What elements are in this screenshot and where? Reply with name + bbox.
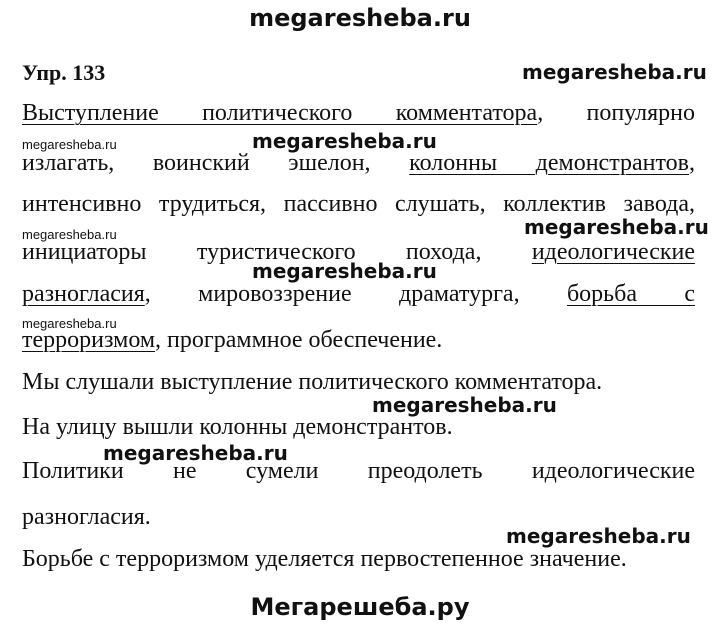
watermark: megaresheba.ru xyxy=(252,259,437,283)
phrase-line-4: инициаторы туристического похода, идеологические xyxy=(22,239,695,265)
watermark: megaresheba.ru xyxy=(252,129,437,153)
sentence-2: На улицу вышли колонны демонстрантов. xyxy=(22,414,453,440)
sentence-3-line-2: разногласия. xyxy=(22,504,151,530)
watermark: megaresheba.ru xyxy=(103,441,288,465)
site-footer: Мегарешеба.ру xyxy=(250,593,470,621)
phrase-line-3: интенсивно трудиться, пассивно слушать, коллектив завода, xyxy=(22,191,695,217)
phrase-line-1: Выступление политического комментатора, популярно xyxy=(22,100,695,126)
underlined-phrase: разногласия xyxy=(22,281,145,307)
sentence-4: Борьбе с терроризмом уделяется первостепенное значение. xyxy=(22,546,627,572)
watermark: megaresheba.ru xyxy=(522,60,707,84)
exercise-title: Упр. 133 xyxy=(22,60,106,85)
site-header: megaresheba.ru xyxy=(249,4,471,32)
watermark-small: megaresheba.ru xyxy=(22,316,117,331)
watermark-small: megaresheba.ru xyxy=(22,137,117,152)
watermark: megaresheba.ru xyxy=(372,393,557,417)
underlined-phrase: Выступление политического комментатора xyxy=(22,100,538,126)
underlined-phrase: колонны демонстрантов xyxy=(409,150,689,176)
phrase-line-2: излагать, воинский эшелон, колонны демонстрантов, xyxy=(22,150,695,176)
watermark: megaresheba.ru xyxy=(506,524,691,548)
sentence-1: Мы слушали выступление политического комментатора. xyxy=(22,369,603,395)
watermark: megaresheba.ru xyxy=(524,215,709,239)
watermark-small: megaresheba.ru xyxy=(22,227,117,242)
underlined-phrase: идеологические xyxy=(531,239,695,265)
sentence-3-line-1: Политики не сумели преодолеть идеологические xyxy=(22,458,695,484)
phrase-line-5: разногласия, мировоззрение драматурга, борьба с xyxy=(22,281,696,307)
underlined-phrase: терроризмом xyxy=(22,327,156,353)
underlined-phrase: борьба с xyxy=(566,281,696,307)
phrase-line-6: терроризмом, программное обеспечение. xyxy=(22,327,443,353)
